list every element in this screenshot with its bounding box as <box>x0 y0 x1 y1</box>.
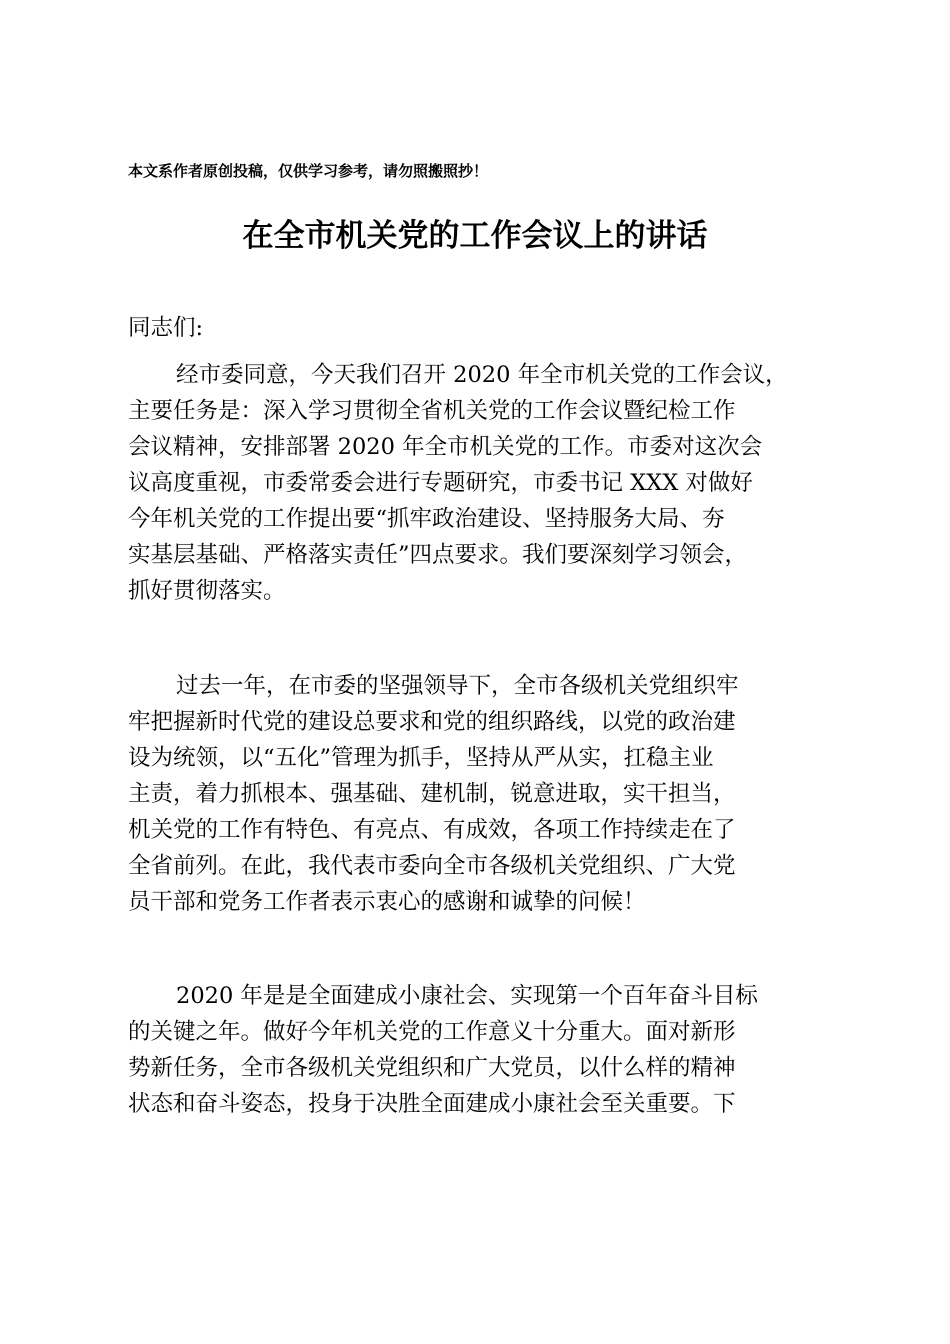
paragraph-line: 全省前列。在此，我代表市委向全市各级机关党组织、广大党 <box>128 853 736 879</box>
document-title: 在全市机关党的工作会议上的讲话 <box>242 218 708 254</box>
paragraph-line: 议高度重视，市委常委会进行专题研究，市委书记 XXX 对做好 <box>128 470 753 496</box>
paragraph-line: 机关党的工作有特色、有亮点、有成效，各项工作持续走在了 <box>128 817 736 843</box>
paragraph-line: 员干部和党务工作者表示衷心的感谢和诚挚的问候！ <box>128 889 646 915</box>
paragraph-line: 势新任务，全市各级机关党组织和广大党员，以什么样的精神 <box>128 1055 736 1081</box>
paragraph-3 <box>128 978 840 1122</box>
paragraph-1 <box>128 357 840 609</box>
salutation <box>128 310 840 346</box>
paragraph-line: 的关键之年。做好今年机关党的工作意义十分重大。面对新形 <box>128 1019 736 1045</box>
paragraph-line: 今年机关党的工作提出要“抓牢政治建设、坚持服务大局、夯 <box>128 506 725 532</box>
paragraph-line: 牢把握新时代党的建设总要求和党的组织路线，以党的政治建 <box>128 709 736 735</box>
paragraph-line: 设为统领，以“五化”管理为抓手，坚持从严从实，扛稳主业 <box>128 745 714 771</box>
paragraph-line: 会议精神，安排部署 2020 年全市机关党的工作。市委对这次会 <box>128 434 763 460</box>
paragraph-line: 经市委同意，今天我们召开 2020 年全市机关党的工作会议， <box>176 362 788 388</box>
paragraph-line: 状态和奋斗姿态，投身于决胜全面建成小康社会至关重要。下 <box>128 1091 736 1117</box>
paragraph-line: 主责，着力抓根本、强基础、建机制，锐意进取，实干担当， <box>128 781 736 807</box>
paragraph-line: 过去一年，在市委的坚强领导下，全市各级机关党组织牢 <box>176 673 739 699</box>
paragraph-line: 抓好贯彻落实。 <box>128 578 286 604</box>
copyright-notice: 本文系作者原创投稿，仅供学习参考，请勿照搬照抄！ <box>128 162 489 180</box>
paragraph-line: 主要任务是：深入学习贯彻全省机关党的工作会议暨纪检工作 <box>128 398 736 424</box>
paragraph-line: 实基层基础、严格落实责任”四点要求。我们要深刻学习领会， <box>128 542 748 568</box>
paragraph-line: 2020 年是是全面建成小康社会、实现第一个百年奋斗目标 <box>176 983 758 1009</box>
salutation-text: 同志们: <box>128 315 204 341</box>
paragraph-2 <box>128 668 840 920</box>
